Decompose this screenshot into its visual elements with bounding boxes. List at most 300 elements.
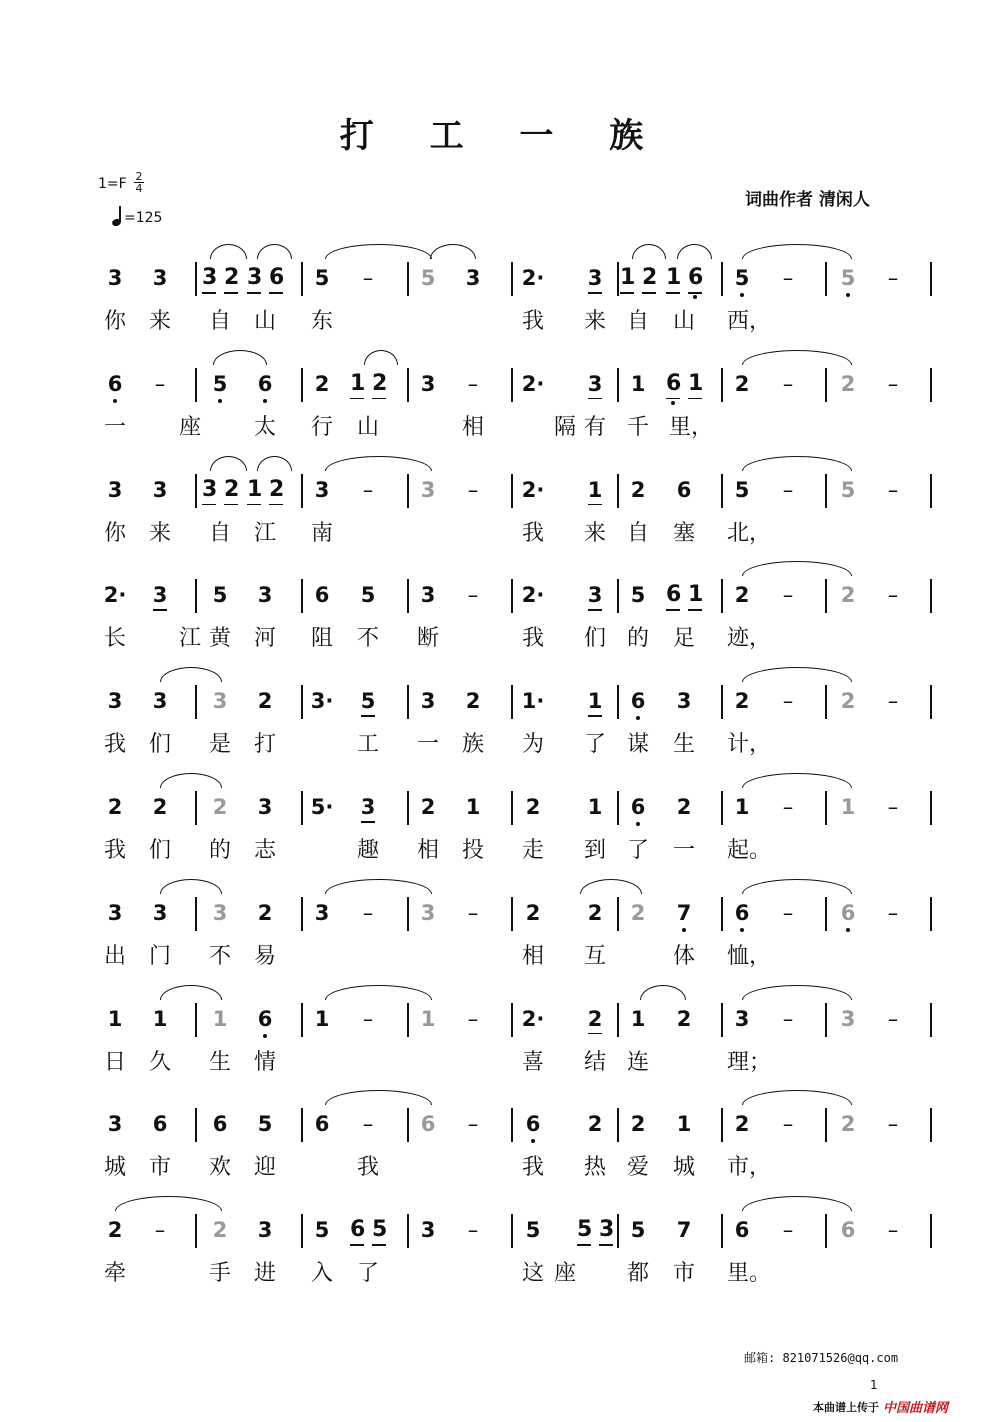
dash-mark: – xyxy=(467,583,479,608)
note: 1 xyxy=(465,795,481,819)
note: 1 xyxy=(587,689,603,714)
note: 3 xyxy=(202,476,218,502)
bar-line xyxy=(721,1214,723,1248)
lyric: 都 xyxy=(626,1261,649,1287)
note: 6 xyxy=(253,1007,277,1031)
note: 2 xyxy=(630,900,646,925)
slur xyxy=(325,244,432,259)
note: 2 xyxy=(525,900,541,925)
bar-line xyxy=(825,262,827,296)
bar-line xyxy=(721,685,723,719)
lyric: 西， xyxy=(727,309,772,334)
lyric: 投 xyxy=(461,838,484,863)
note: 6 xyxy=(269,265,285,290)
lyric: 你 xyxy=(103,309,126,334)
composer-credit: 词曲作者 清闲人 xyxy=(745,190,870,210)
lyric: 市 xyxy=(672,1261,695,1287)
dash-mark: – xyxy=(362,477,374,502)
lyric: 来 xyxy=(583,309,606,334)
note: 3 xyxy=(587,266,603,290)
note: 2· xyxy=(521,477,545,502)
site-logo: 中国曲谱网 xyxy=(883,1401,949,1416)
lyric: 到 xyxy=(583,838,606,863)
duration-underline xyxy=(588,715,602,717)
dash-mark: – xyxy=(467,477,479,502)
lyric: 不 xyxy=(208,943,231,969)
bar-line xyxy=(721,474,723,508)
bar-line xyxy=(930,1108,932,1142)
score-system xyxy=(0,368,1005,468)
note: 6 xyxy=(521,1112,545,1136)
bar-line xyxy=(301,368,303,402)
dash-mark: – xyxy=(467,1112,479,1137)
score-system xyxy=(0,897,1005,997)
note: 2· xyxy=(103,583,127,608)
note: 6 xyxy=(730,901,754,925)
tempo-value: =125 xyxy=(124,210,163,226)
lyric: 东 xyxy=(310,309,333,334)
bar-line xyxy=(721,897,723,931)
lyric: 欢 xyxy=(208,1155,231,1181)
note: 2 xyxy=(840,689,856,714)
note: 1 xyxy=(314,1006,330,1031)
bar-line xyxy=(930,579,932,613)
note: 1 xyxy=(620,265,636,290)
note: 3 xyxy=(107,689,123,714)
octave-dot xyxy=(113,399,117,403)
lyric: 江 xyxy=(178,626,201,652)
bar-line xyxy=(195,262,197,296)
note: 5 xyxy=(360,689,376,714)
note: 6 xyxy=(836,901,860,925)
bar-line xyxy=(195,579,197,613)
lyric: 自 xyxy=(626,520,649,546)
note: 1 xyxy=(630,371,646,396)
dash-mark: – xyxy=(467,371,479,396)
bar-line xyxy=(511,791,513,825)
bar-line xyxy=(195,1214,197,1248)
octave-dot xyxy=(636,822,640,826)
duration-underline xyxy=(224,292,238,294)
duration-underline xyxy=(372,398,386,400)
lyric: 走 xyxy=(521,838,544,863)
bar-line xyxy=(511,1003,513,1037)
bar-line xyxy=(301,1214,303,1248)
bar-line xyxy=(825,897,827,931)
bar-line xyxy=(825,474,827,508)
lyric: 有 xyxy=(583,414,606,440)
lyric: 为 xyxy=(521,732,544,758)
footer-text: 本曲谱上传于 xyxy=(813,1400,879,1414)
note: 2 xyxy=(107,1218,123,1243)
note: 3 xyxy=(247,265,263,290)
lyric: 族 xyxy=(461,732,484,758)
note: 3 xyxy=(599,1217,615,1243)
dash-mark: – xyxy=(887,477,899,502)
lyric: 南 xyxy=(310,520,333,546)
note: 2· xyxy=(521,266,545,290)
note: 1 xyxy=(676,1112,692,1137)
bar-line xyxy=(407,1214,409,1248)
lyric: 行 xyxy=(310,414,333,440)
note: 3 xyxy=(212,689,228,714)
lyric: 北， xyxy=(727,520,772,546)
lyric: 互 xyxy=(583,943,606,969)
bar-line xyxy=(617,474,619,508)
lyric: 你 xyxy=(103,520,126,546)
slur xyxy=(742,244,852,259)
score-system xyxy=(0,1108,1005,1208)
lyric: 们 xyxy=(148,838,171,863)
note: 6 xyxy=(212,1112,228,1137)
lyric: 这 xyxy=(521,1261,544,1287)
lyric: 长 xyxy=(103,626,126,652)
octave-dot xyxy=(218,399,222,403)
bar-line xyxy=(407,579,409,613)
note: 2 xyxy=(372,370,388,396)
lyric: 连 xyxy=(626,1049,649,1075)
lyric: 迹， xyxy=(727,626,772,652)
bar-line xyxy=(195,1003,197,1037)
lyric: 自 xyxy=(208,520,231,546)
dash-mark: – xyxy=(362,1112,374,1137)
duration-underline xyxy=(588,1033,602,1035)
duration-underline xyxy=(588,398,602,400)
duration-underline xyxy=(361,821,375,823)
lyric: 塞 xyxy=(672,520,695,546)
note: 2· xyxy=(521,371,545,396)
note: 5 xyxy=(372,1217,388,1243)
lyric: 理； xyxy=(727,1049,772,1075)
dash-mark: – xyxy=(362,266,374,290)
note: 3 xyxy=(152,689,168,714)
bar-line xyxy=(617,791,619,825)
bar-line xyxy=(617,1108,619,1142)
note: 2 xyxy=(734,689,750,714)
bar-line xyxy=(825,1108,827,1142)
bar-line xyxy=(511,1214,513,1248)
note: 2· xyxy=(521,583,545,608)
note: 2 xyxy=(587,1112,603,1137)
note: 3 xyxy=(420,900,436,925)
note: 2 xyxy=(734,1112,750,1137)
bar-line xyxy=(617,262,619,296)
dash-mark: – xyxy=(782,1218,794,1243)
note: 2 xyxy=(587,900,603,925)
lyric: 断 xyxy=(416,626,439,652)
note: 1 xyxy=(247,476,263,502)
bar-line xyxy=(407,474,409,508)
bar-line xyxy=(511,579,513,613)
dash-mark: – xyxy=(887,900,899,925)
note: 3 xyxy=(152,266,168,290)
lyric: 一 xyxy=(103,414,126,440)
time-signature-bottom: 4 xyxy=(135,182,143,195)
bar-line xyxy=(301,1108,303,1142)
page-number: 1 xyxy=(870,1378,878,1392)
duration-underline xyxy=(577,1244,591,1246)
dash-mark: – xyxy=(362,900,374,925)
bar-line xyxy=(407,1108,409,1142)
lyric: 热 xyxy=(583,1155,606,1181)
lyric: 我 xyxy=(521,626,544,652)
lyric: 牵 xyxy=(103,1261,126,1287)
bar-line xyxy=(930,368,932,402)
lyric: 趣 xyxy=(356,838,379,863)
note: 6 xyxy=(314,583,330,608)
bar-line xyxy=(195,897,197,931)
lyric: 情 xyxy=(253,1049,276,1075)
note: 6 xyxy=(734,1218,750,1243)
lyric: 起。 xyxy=(727,838,772,863)
note: 3 xyxy=(314,900,330,925)
note: 1 xyxy=(666,265,682,290)
bar-line xyxy=(301,474,303,508)
bar-line xyxy=(511,1108,513,1142)
lyric: 自 xyxy=(208,309,231,334)
octave-dot xyxy=(263,399,267,403)
lyric: 千 xyxy=(626,414,649,440)
lyric: 爱 xyxy=(626,1155,649,1181)
bar-line xyxy=(825,791,827,825)
page-title: 打 工 一 族 xyxy=(339,116,666,156)
dash-mark: – xyxy=(782,1006,794,1031)
duration-underline xyxy=(269,504,283,506)
dash-mark: – xyxy=(887,795,899,819)
lyric: 山 xyxy=(356,414,379,440)
bar-line xyxy=(407,368,409,402)
note: 3 xyxy=(107,1112,123,1137)
bar-line xyxy=(511,685,513,719)
dash-mark: – xyxy=(154,1218,166,1243)
note: 6 xyxy=(420,1112,436,1137)
note: 6 xyxy=(840,1218,856,1243)
note: 5 xyxy=(208,372,232,396)
bar-line xyxy=(930,685,932,719)
note: 1 xyxy=(350,370,366,396)
lyric: 城 xyxy=(672,1155,695,1181)
lyric: 入 xyxy=(310,1261,333,1287)
note: 5 xyxy=(577,1217,593,1243)
dash-mark: – xyxy=(782,266,794,290)
bar-line xyxy=(617,1003,619,1037)
note: 3 xyxy=(420,1218,436,1243)
note: 6 xyxy=(350,1217,366,1243)
bar-line xyxy=(195,474,197,508)
slur xyxy=(430,244,476,259)
dash-mark: – xyxy=(887,371,899,396)
bar-line xyxy=(721,262,723,296)
note: 3 xyxy=(152,477,168,502)
bar-line xyxy=(301,791,303,825)
lyric: 一 xyxy=(416,732,439,758)
duration-underline xyxy=(688,609,702,611)
note: 2· xyxy=(521,1006,545,1031)
note: 2 xyxy=(587,1006,603,1031)
duration-underline xyxy=(350,1244,364,1246)
dash-mark: – xyxy=(154,371,166,396)
duration-underline xyxy=(642,292,656,294)
note: 2 xyxy=(840,371,856,396)
lyric: 相 xyxy=(461,414,484,440)
note: 3 xyxy=(152,900,168,925)
lyric: 阻 xyxy=(310,626,333,652)
score-system xyxy=(0,474,1005,574)
bar-line xyxy=(930,791,932,825)
note: 3 xyxy=(107,266,123,290)
note: 5 xyxy=(360,583,376,608)
duration-underline xyxy=(361,715,375,717)
note: 3 xyxy=(314,477,330,502)
lyric: 我 xyxy=(103,732,126,758)
note: 2 xyxy=(314,371,330,396)
note: 6 xyxy=(626,795,650,819)
note: 5 xyxy=(212,583,228,608)
slur xyxy=(257,244,292,259)
note: 3 xyxy=(734,1006,750,1031)
note: 5 xyxy=(525,1218,541,1243)
note: 3 xyxy=(107,900,123,925)
duration-underline xyxy=(688,398,702,400)
tempo-marking xyxy=(112,206,162,226)
lyric: 市 xyxy=(148,1155,171,1181)
bar-line xyxy=(825,685,827,719)
bar-line xyxy=(721,1003,723,1037)
note: 1 xyxy=(587,477,603,502)
note: 3 xyxy=(212,900,228,925)
lyric: 的 xyxy=(208,838,231,863)
note: 3 xyxy=(676,689,692,714)
note: 6 xyxy=(103,372,127,396)
octave-dot xyxy=(263,1034,267,1038)
bar-line xyxy=(301,897,303,931)
bar-line xyxy=(825,579,827,613)
note: 3 xyxy=(420,477,436,502)
note: 5 xyxy=(734,477,750,502)
dash-mark: – xyxy=(782,689,794,714)
note: 3 xyxy=(257,795,273,819)
octave-dot xyxy=(682,928,686,932)
lyric: 我 xyxy=(521,520,544,546)
lyric: 结 xyxy=(583,1049,606,1075)
note: 3 xyxy=(257,1218,273,1243)
slur xyxy=(632,244,666,259)
note: 1 xyxy=(630,1006,646,1031)
lyric: 迎 xyxy=(253,1155,276,1181)
slur xyxy=(210,244,247,259)
lyric: 不 xyxy=(356,626,379,652)
duration-underline xyxy=(350,398,364,400)
lyric: 进 xyxy=(253,1261,276,1287)
octave-dot xyxy=(740,928,744,932)
note: 3 xyxy=(840,1006,856,1031)
lyric: 门 xyxy=(148,943,171,969)
dash-mark: – xyxy=(782,371,794,396)
time-signature xyxy=(134,171,144,194)
bar-line xyxy=(195,685,197,719)
lyric: 生 xyxy=(208,1049,231,1075)
bar-line xyxy=(407,897,409,931)
note: 2 xyxy=(107,795,123,819)
note: 5 xyxy=(257,1112,273,1137)
note: 2 xyxy=(734,371,750,396)
duration-underline xyxy=(202,504,216,506)
score-system xyxy=(0,1214,1005,1314)
note: 1 xyxy=(212,1006,228,1031)
note: 6 xyxy=(666,582,682,608)
note: 3 xyxy=(587,583,603,608)
bar-line xyxy=(407,791,409,825)
note: 3 xyxy=(107,477,123,502)
note: 5 xyxy=(630,583,646,608)
octave-dot xyxy=(636,716,640,720)
lyric: 城 xyxy=(103,1155,126,1181)
lyric: 来 xyxy=(583,520,606,546)
duration-underline xyxy=(588,609,602,611)
bar-line xyxy=(930,474,932,508)
lyric: 黄 xyxy=(208,626,231,652)
octave-dot xyxy=(740,293,744,297)
bar-line xyxy=(195,791,197,825)
dash-mark: – xyxy=(467,1006,479,1031)
lyric: 自 xyxy=(626,309,649,334)
lyric: 隔 xyxy=(553,414,576,440)
lyric: 山 xyxy=(253,309,276,334)
note: 7 xyxy=(672,901,696,925)
dash-mark: – xyxy=(782,583,794,608)
note: 6 xyxy=(626,689,650,713)
duration-underline xyxy=(688,292,702,294)
lyric: 的 xyxy=(626,626,649,652)
duration-underline xyxy=(202,292,216,294)
score-system xyxy=(0,579,1005,679)
lyric: 山 xyxy=(672,309,695,334)
octave-dot xyxy=(531,1139,535,1143)
bar-line xyxy=(721,1108,723,1142)
score-system xyxy=(0,262,1005,362)
bar-line xyxy=(301,262,303,296)
bar-line xyxy=(930,897,932,931)
bar-line xyxy=(407,262,409,296)
note: 2 xyxy=(224,265,240,290)
lyric: 里。 xyxy=(727,1261,772,1287)
note: 5 xyxy=(836,266,860,290)
note: 2 xyxy=(257,689,273,714)
octave-dot xyxy=(846,928,850,932)
octave-dot xyxy=(846,293,850,297)
duration-underline xyxy=(372,1244,386,1246)
note: 5 xyxy=(730,266,754,290)
lyric: 我 xyxy=(521,1155,544,1181)
bar-line xyxy=(825,1214,827,1248)
lyric: 打 xyxy=(253,732,276,758)
email-contact: 邮箱: 821071526@qq.com xyxy=(744,1351,899,1365)
score-system xyxy=(0,685,1005,785)
note: 3 xyxy=(465,266,481,290)
bar-line xyxy=(930,1214,932,1248)
note: 2 xyxy=(734,583,750,608)
lyric: 来 xyxy=(148,520,171,546)
slur xyxy=(677,244,712,259)
duration-underline xyxy=(588,504,602,506)
bar-line xyxy=(930,1003,932,1037)
dash-mark: – xyxy=(782,477,794,502)
note: 2 xyxy=(840,1112,856,1137)
octave-dot xyxy=(693,295,697,299)
lyric: 座 xyxy=(553,1261,576,1287)
note: 5 xyxy=(314,266,330,290)
time-signature-top: 2 xyxy=(135,170,143,183)
